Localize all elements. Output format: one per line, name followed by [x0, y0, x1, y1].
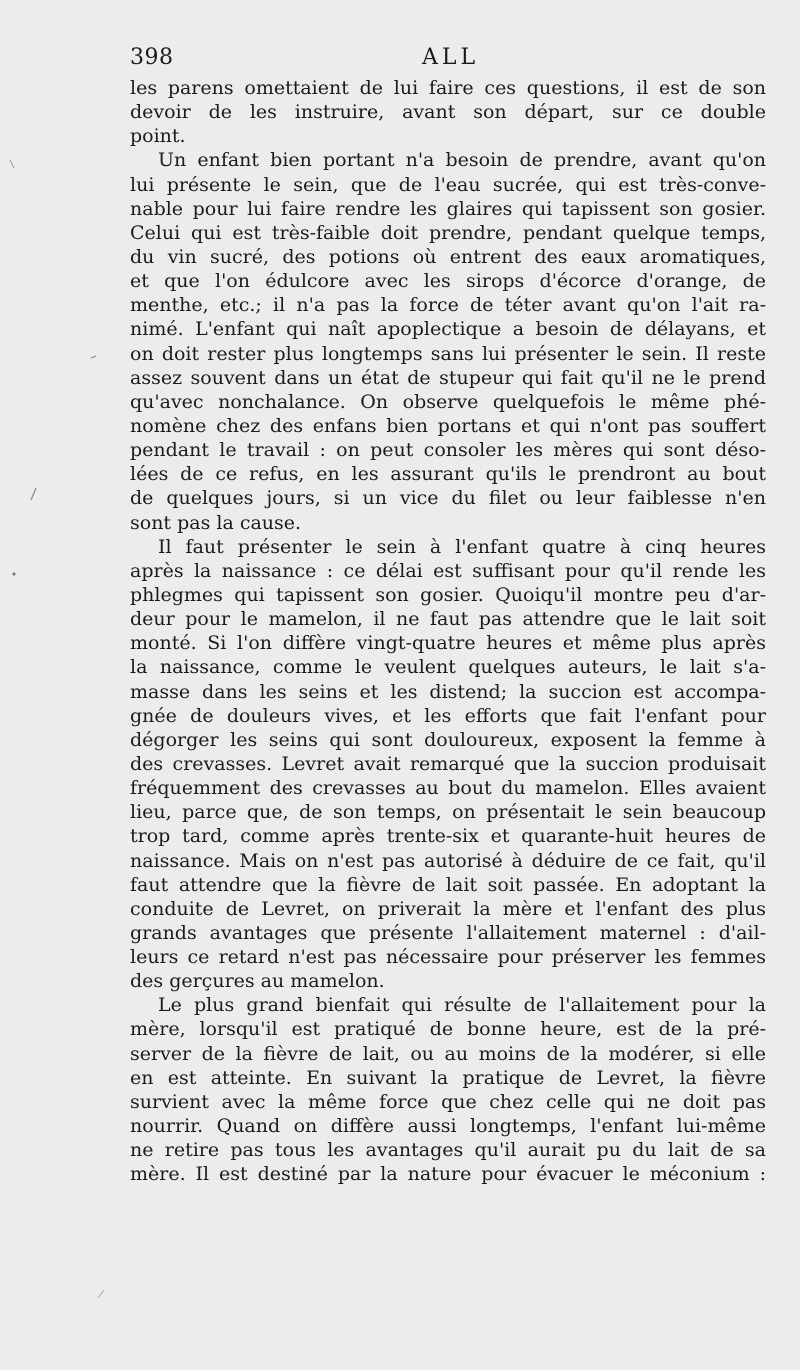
text-line: assez souvent dans un état de stupeur qui fait qu'il ne le prend: [130, 366, 766, 389]
text-line: deur pour le mamelon, il ne faut pas attendre que le lait soit: [130, 608, 766, 631]
text-line: Il faut présenter le sein à l'enfant quatre à cinq heures: [158, 535, 766, 558]
text-line: masse dans les seins et les distend; la succion est accompa-: [130, 680, 766, 703]
text-line: des gerçures au mamelon.: [130, 970, 385, 993]
text-line: nomène chez des enfans bien portans et qui n'ont pas souffert: [130, 414, 766, 437]
text-line: monté. Si l'on diffère vingt-quatre heures et même plus après: [130, 632, 766, 655]
text-line: phlegmes qui tapissent son gosier. Quoiqu'il montre peu d'ar-: [130, 583, 766, 606]
text-line: mère, lorsqu'il est pratiqué de bonne heure, est de la pré-: [130, 1018, 766, 1041]
text-line: nable pour lui faire rendre les glaires qui tapissent son gosier.: [130, 197, 766, 220]
text-line: les parens omettaient de lui faire ces questions, il est de son: [130, 77, 766, 99]
text-line: de quelques jours, si un vice du filet ou leur faiblesse n'en: [130, 487, 766, 510]
text-line: point.: [130, 125, 186, 148]
text-line: server de la fièvre de lait, ou au moins de la modérer, si elle: [130, 1042, 766, 1065]
text-line: lieu, parce que, de son temps, on présentait le sein beaucoup: [130, 801, 766, 824]
text-line: en est atteinte. En suivant la pratique de Levret, la fièvre: [130, 1066, 766, 1089]
text-line: la naissance, comme le veulent quelques auteurs, le lait s'a-: [130, 656, 766, 679]
text-line: après la naissance : ce délai est suffisant pour qu'il rende les: [130, 559, 766, 582]
text-line: naissance. Mais on n'est pas autorisé à déduire de ce fait, qu'il: [130, 849, 766, 872]
text-line: mère. Il est destiné par la nature pour évacuer le méconium :: [130, 1163, 766, 1186]
text-line: fréquemment des crevasses au bout du mamelon. Elles avaient: [130, 777, 766, 800]
text-line: nimé. L'enfant qui naît apoplectique a besoin de délayans, et: [130, 318, 766, 341]
text-line: leurs ce retard n'est pas nécessaire pour préserver les femmes: [130, 946, 766, 969]
text-line: survient avec la même force que chez celle qui ne doit pas: [130, 1090, 766, 1113]
text-line: ne retire pas tous les avantages qu'il aurait pu du lait de sa: [130, 1139, 766, 1162]
text-line: menthe, etc.; il n'a pas la force de téter avant qu'on l'ait ra-: [130, 294, 766, 317]
text-line: du vin sucré, des potions où entrent des eaux aromatiques,: [130, 245, 766, 268]
text-line: lées de ce refus, en les assurant qu'ils le prendront au bout: [130, 463, 766, 486]
text-line: gnée de douleurs vives, et les efforts que fait l'enfant pour: [130, 704, 766, 727]
text-line: conduite de Levret, on priverait la mère et l'enfant des plus: [130, 897, 766, 920]
text-line: on doit rester plus longtemps sans lui présenter le sein. Il reste: [130, 342, 766, 365]
text-line: des crevasses. Levret avait remarqué que la succion produisait: [130, 752, 766, 775]
text-line: Le plus grand bienfait qui résulte de l'allaitement pour la: [158, 994, 766, 1017]
text-line: lui présente le sein, que de l'eau sucrée, qui est très-conve-: [130, 173, 766, 196]
text-line: trop tard, comme après trente-six et quarante-huit heures de: [130, 825, 766, 848]
text-line: Un enfant bien portant n'a besoin de prendre, avant qu'on: [158, 149, 766, 172]
text-line: Celui qui est très-faible doit prendre, pendant quelque temps,: [130, 221, 766, 244]
text-line: qu'avec nonchalance. On observe quelquefois le même phé-: [130, 390, 766, 413]
text-line: et que l'on édulcore avec les sirops d'écorce d'orange, de: [130, 270, 766, 293]
text-line: grands avantages que présente l'allaitement maternel : d'ail-: [130, 921, 766, 944]
text-line: pendant le travail : on peut consoler les mères qui sont déso-: [130, 439, 766, 462]
text-line: sont pas la cause.: [130, 511, 302, 534]
text-line: dégorger les seins qui sont douloureux, exposent la femme à: [130, 728, 766, 751]
text-line: devoir de les instruire, avant son départ, sur ce double: [130, 101, 766, 124]
page-number: 398: [130, 45, 174, 70]
text-line: nourrir. Quand on diffère aussi longtemps, l'enfant lui-même: [130, 1115, 766, 1138]
text-line: faut attendre que la fièvre de lait soit passée. En adoptant la: [130, 873, 766, 896]
running-head: ALL: [422, 45, 480, 70]
